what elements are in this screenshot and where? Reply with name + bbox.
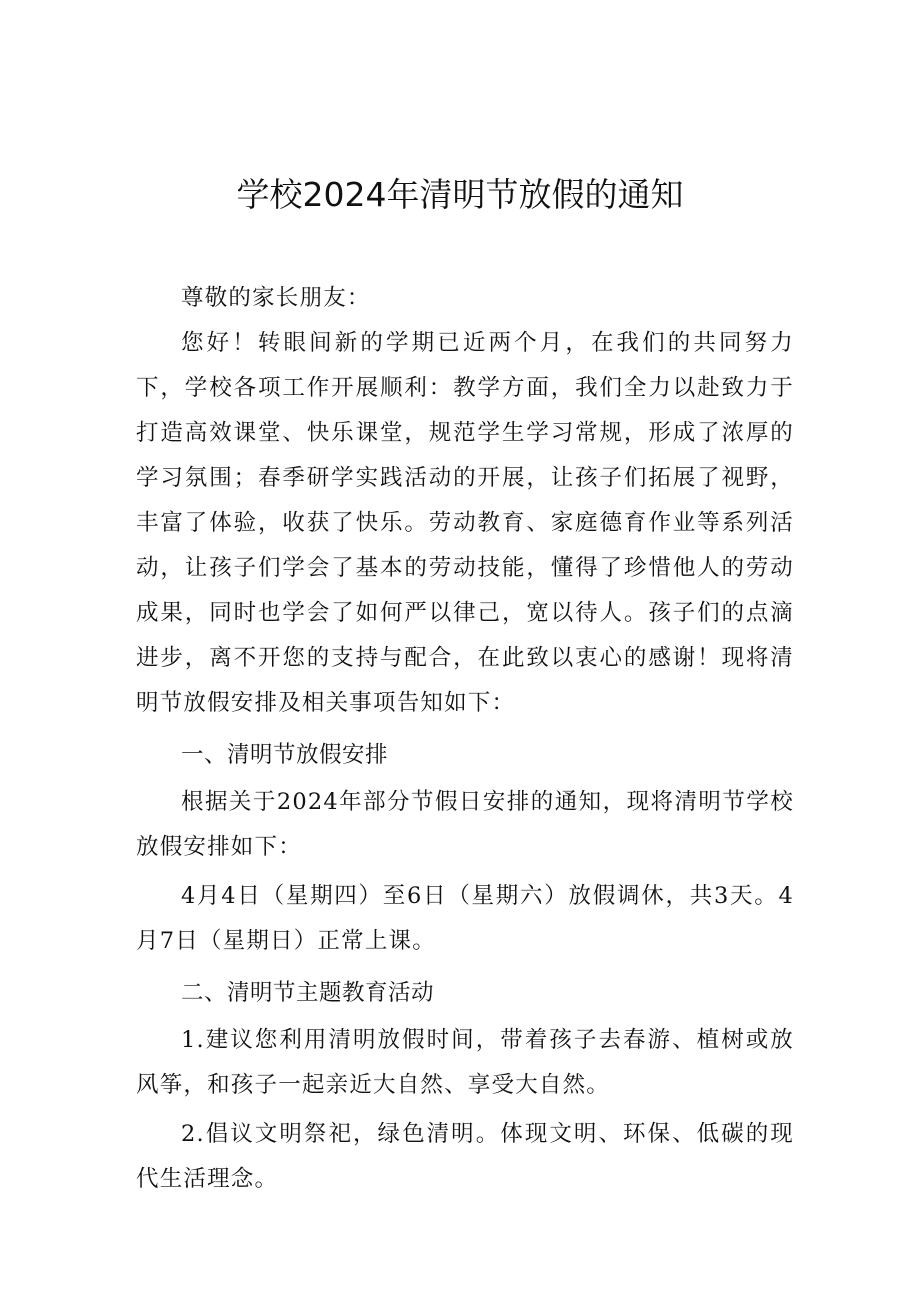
section1-heading: 一、清明节放假安排 (181, 742, 389, 768)
intro-paragraph: 您好！转眼间新的学期已近两个月，在我们的共同努力下，学校各项工作开展顺利：教学方面，我们全力以赴致力于打造高效课堂、快乐课堂，规范学生学习常规，形成了浓厚的学习氛围；春季研学实践活动的开展，让孩子们拓展了视野，丰富了体验，收获了快乐。劳动教育、家庭德育作业等系列活动，让孩子们学会了基本的劳动技能，懂得了珍惜他人的劳动成果，同时也学会了如何严以律己，宽以待人。孩子们的点滴进步，离不开您的支持与配合，在此致以衷心的感谢！现将清明节放假安排及相关事项告知如下： (136, 330, 794, 716)
section2-heading: 二、清明节主题教育活动 (181, 980, 435, 1006)
document-body (136, 276, 794, 1202)
section2-item-2: 2.倡议文明祭祀，绿色清明。体现文明、环保、低碳的现代生活理念。 (136, 1121, 794, 1192)
salutation: 尊敬的家长朋友： (181, 285, 371, 311)
section1-paragraph-1: 根据关于2024年部分节假日安排的通知，现将清明节学校放假安排如下： (136, 789, 794, 860)
section1-paragraph-2: 4月4日（星期四）至6日（星期六）放假调休，共3天。4月7日（星期日）正常上课。 (136, 883, 794, 954)
section2-item-1: 1.建议您利用清明放假时间，带着孩子去春游、植树或放风筝，和孩子一起亲近大自然、享受大自然。 (136, 1027, 794, 1098)
document-title: 学校2024年清明节放假的通知 (236, 175, 684, 214)
